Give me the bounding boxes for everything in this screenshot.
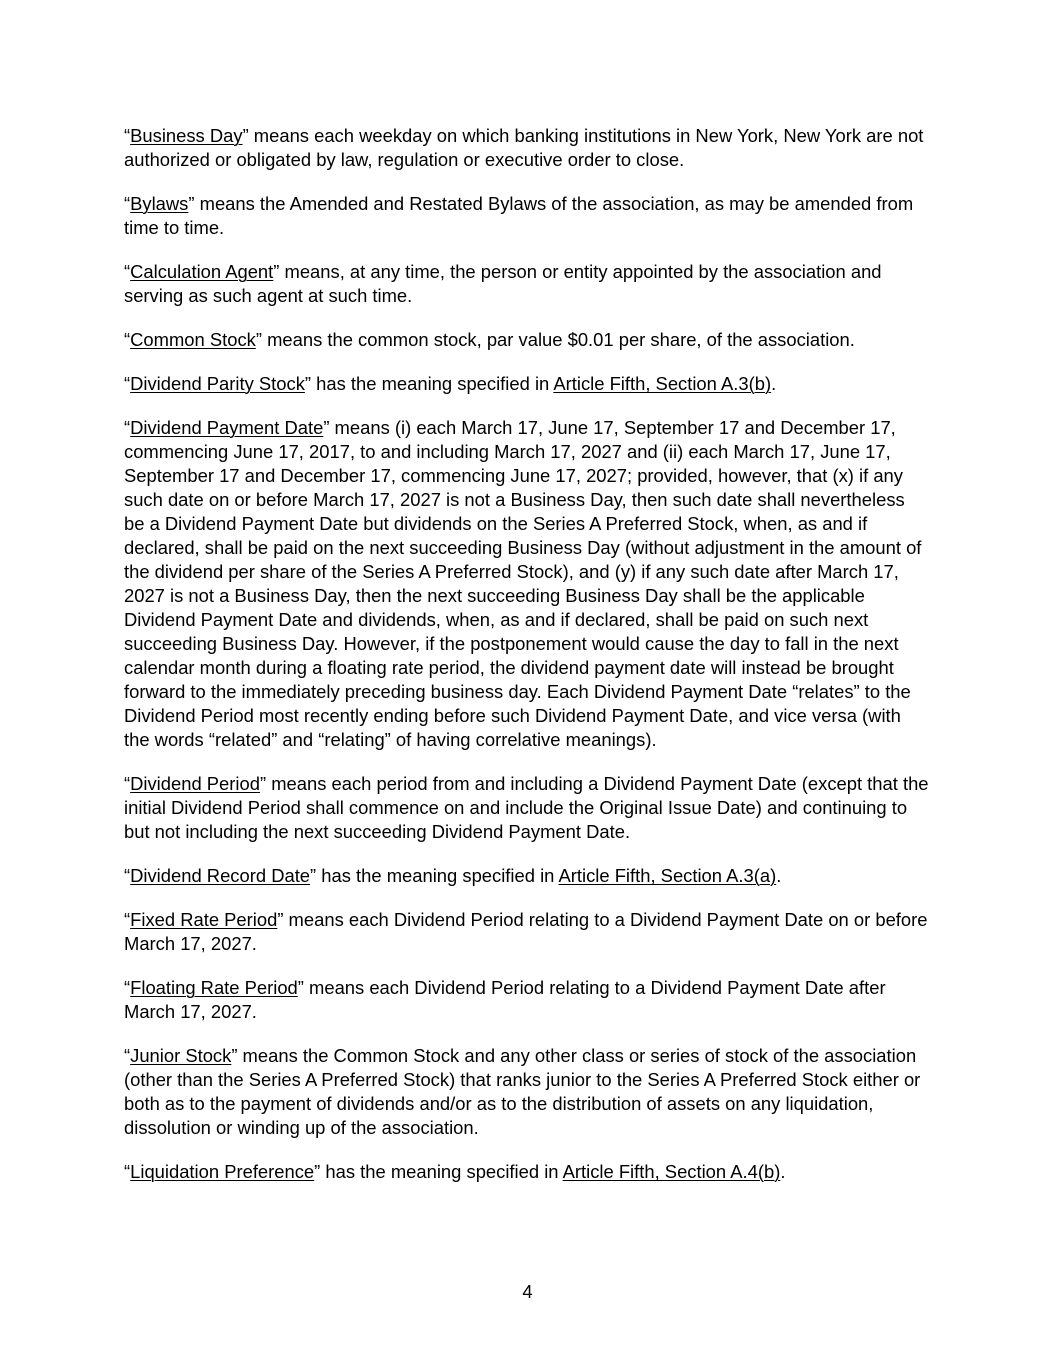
defined-term: Junior Stock <box>130 1045 232 1066</box>
cross-reference: Article Fifth, Section A.4(b) <box>562 1161 781 1182</box>
definition-text: ” has the meaning specified in <box>304 373 554 394</box>
defined-term: Dividend Record Date <box>130 865 311 886</box>
definition-text: ” means each weekday on which banking institutions in New York, New York are not authorized or obligated by law, regulation or executive order to close. <box>124 125 924 170</box>
defined-term: Floating Rate Period <box>130 977 298 998</box>
defined-term: Calculation Agent <box>130 261 274 282</box>
definition-text: ” means, at any time, the person or entity appointed by the association and serving as such agent at such time. <box>124 261 882 306</box>
defined-term: Liquidation Preference <box>130 1161 315 1182</box>
definition-junior-stock: “Junior Stock” means the Common Stock and any other class or series of stock of the association (other than the Series A Preferred Stock) that ranks junior to the Series A Preferred Stock either or both as to the payment of dividends and/or as to the distribution of assets on any liquidation, dissolution or winding up of the association. <box>124 1045 921 1138</box>
definition-fixed-rate-period: “Fixed Rate Period” means each Dividend Period relating to a Dividend Payment Date on or before March 17, 2027. <box>124 909 928 954</box>
definition-dividend-parity-stock: “Dividend Parity Stock” has the meaning specified in Article Fifth, Section A.3(b). <box>124 373 777 394</box>
definition-text: ” means the common stock, par value $0.01 per share, of the association. <box>255 329 855 350</box>
defined-term: Common Stock <box>130 329 256 350</box>
definition-text: ” means each period from and including a Dividend Payment Date (except that the initial Dividend Period shall commence on and include the Original Issue Date) and continuing to but not including the next succeeding Dividend Payment Date. <box>124 773 929 842</box>
definition-tail: . <box>780 1161 786 1182</box>
definition-common-stock: “Common Stock” means the common stock, par value $0.01 per share, of the association. <box>124 329 855 350</box>
definition-floating-rate-period: “Floating Rate Period” means each Dividend Period relating to a Dividend Payment Date after March 17, 2027. <box>124 977 886 1022</box>
defined-term: Dividend Payment Date <box>130 417 324 438</box>
page-number: 4 <box>522 1281 533 1302</box>
cross-reference: Article Fifth, Section A.3(b) <box>553 373 772 394</box>
definition-bylaws: “Bylaws” means the Amended and Restated Bylaws of the association, as may be amended from time to time. <box>124 193 914 238</box>
document-body <box>124 124 930 1204</box>
definition-dividend-payment-date: “Dividend Payment Date” means (i) each March 17, June 17, September 17 and December 17, commencing June 17, 2017, to and including March 17, 2027 and (ii) each March 17, June 17, September 17 and December 17, commencing June 17, 2027; provided, however, that (x) if any such date on or before March 17, 2027 is not a Business Day, then such date shall nevertheless be a Dividend Payment Date but dividends on the Series A Preferred Stock, when, as and if declared, shall be paid on the next succeeding Business Day (without adjustment in the amount of the dividend per share of the Series A Preferred Stock), and (y) if any such date after March 17, 2027 is not a Business Day, then the next succeeding Business Day shall be the applicable Dividend Payment Date and dividends, when, as and if declared, shall be paid on such next succeeding Business Day. However, if the postponement would cause the day to fall in the next calendar month during a floating rate period, the dividend payment date will instead be brought forward to the immediately preceding business day. Each Dividend Payment Date “relates” to the Dividend Period most recently ending before such Dividend Payment Date, and vice versa (with the words “related” and “relating” of having correlative meanings). <box>124 417 922 750</box>
cross-reference: Article Fifth, Section A.3(a) <box>558 865 777 886</box>
definition-dividend-record-date: “Dividend Record Date” has the meaning specified in Article Fifth, Section A.3(a). <box>124 865 782 886</box>
definition-text: ” means (i) each March 17, June 17, September 17 and December 17, commencing June 17, 2017, to and including March 17, 2027 and (ii) each March 17, June 17, September 17 and December 17, commencing June 17, 2027; provided, however, that (x) if any such date on or before March 17, 2027 is not a Business Day, then such date shall nevertheless be a Dividend Payment Date but dividends on the Series A Preferred Stock, when, as and if declared, shall be paid on the next succeeding Business Day (without adjustment in the amount of the dividend per share of the Series A Preferred Stock), and (y) if any such date after March 17, 2027 is not a Business Day, then the next succeeding Business Day shall be the applicable Dividend Payment Date and dividends, when, as and if declared, shall be paid on such next succeeding Business Day. However, if the postponement would cause the day to fall in the next calendar month during a floating rate period, the dividend payment date will instead be brought forward to the immediately preceding business day. Each Dividend Payment Date “relates” to the Dividend Period most recently ending before such Dividend Payment Date, and vice versa (with the words “related” and “relating” of having correlative meanings). <box>124 417 922 750</box>
definition-text: ” means each Dividend Period relating to a Dividend Payment Date after March 17, 2027. <box>124 977 886 1022</box>
definition-tail: . <box>771 373 777 394</box>
definition-text: ” has the meaning specified in <box>310 865 559 886</box>
definition-calculation-agent: “Calculation Agent” means, at any time, the person or entity appointed by the association and serving as such agent at such time. <box>124 261 882 306</box>
defined-term: Fixed Rate Period <box>130 909 278 930</box>
definition-business-day: “Business Day” means each weekday on which banking institutions in New York, New York are not authorized or obligated by law, regulation or executive order to close. <box>124 125 924 170</box>
definition-liquidation-preference: “Liquidation Preference” has the meaning specified in Article Fifth, Section A.4(b). <box>124 1161 786 1182</box>
defined-term: Business Day <box>130 125 243 146</box>
definition-text: ” means the Amended and Restated Bylaws of the association, as may be amended from time to time. <box>124 193 914 238</box>
defined-term: Dividend Period <box>130 773 260 794</box>
definition-dividend-period: “Dividend Period” means each period from and including a Dividend Payment Date (except that the initial Dividend Period shall commence on and include the Original Issue Date) and continuing to but not including the next succeeding Dividend Payment Date. <box>124 773 929 842</box>
definition-text: ” means each Dividend Period relating to a Dividend Payment Date on or before March 17, 2027. <box>124 909 928 954</box>
defined-term: Dividend Parity Stock <box>130 373 305 394</box>
definition-text: ” has the meaning specified in <box>314 1161 563 1182</box>
definition-text: ” means the Common Stock and any other class or series of stock of the association (other than the Series A Preferred Stock) that ranks junior to the Series A Preferred Stock either or both as to the payment of dividends and/or as to the distribution of assets on any liquidation, dissolution or winding up of the association. <box>124 1045 921 1138</box>
definition-tail: . <box>776 865 782 886</box>
defined-term: Bylaws <box>130 193 189 214</box>
